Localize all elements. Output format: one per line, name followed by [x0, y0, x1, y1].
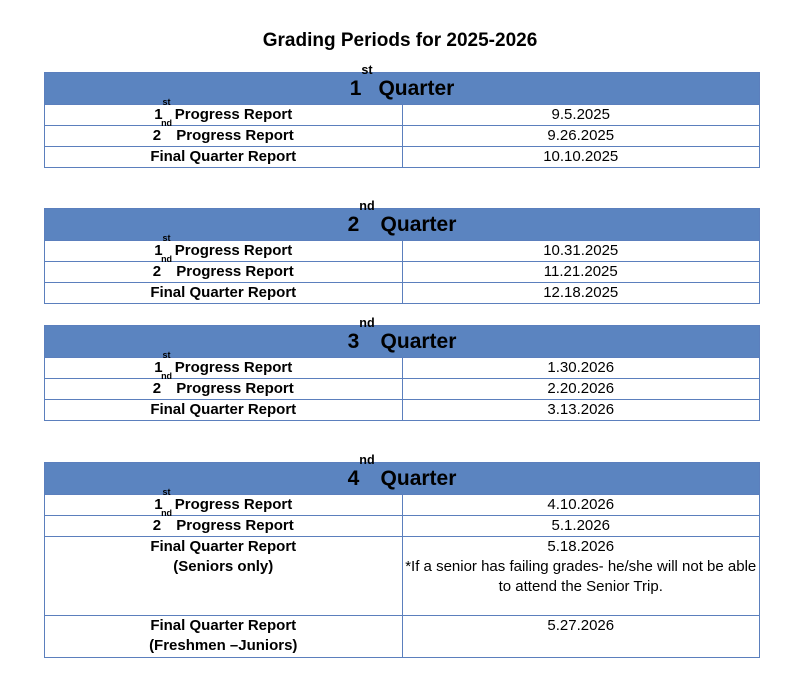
page-title: Grading Periods for 2025-2026 [262, 30, 538, 51]
table-row [45, 241, 760, 262]
row-label: Final Quarter Report [45, 283, 403, 304]
row-label: 2nd Progress Report [45, 379, 403, 400]
table-row [45, 147, 760, 168]
table-row [45, 358, 760, 379]
row-date: 5.1.2026 [402, 516, 760, 537]
row-date: 10.10.2025 [402, 147, 760, 168]
table-row [45, 400, 760, 421]
table-row [45, 126, 760, 147]
table-row [45, 537, 760, 616]
row-label: 2nd Progress Report [45, 516, 403, 537]
row-label: 1st Progress Report [45, 495, 403, 516]
row-label: 1st Progress Report [45, 358, 403, 379]
row-date: 10.31.2025 [402, 241, 760, 262]
row-label: 2nd Progress Report [45, 126, 403, 147]
quarter-2-table [44, 199, 760, 304]
quarter-4-table [44, 453, 760, 658]
row-date: 5.27.2026 [402, 616, 760, 658]
row-label: Final Quarter Report [45, 400, 403, 421]
row-date: 4.10.2026 [402, 495, 760, 516]
row-date [402, 537, 760, 616]
table-row [45, 616, 760, 658]
row-date: 9.5.2025 [402, 105, 760, 126]
quarter-2-header: 2nd Quarter [45, 209, 760, 241]
row-label: Final Quarter Report [45, 147, 403, 168]
row-label: Final Quarter Report (Freshmen –Juniors) [45, 616, 403, 658]
table-row [45, 516, 760, 537]
row-label: 1st Progress Report [45, 105, 403, 126]
quarter-4-header: 4nd Quarter [45, 463, 760, 495]
row-date: 11.21.2025 [402, 262, 760, 283]
row-date: 3.13.2026 [402, 400, 760, 421]
row-date: 9.26.2025 [402, 126, 760, 147]
row-label: 2nd Progress Report [45, 262, 403, 283]
table-row [45, 379, 760, 400]
row-label: Final Quarter Report (Seniors only) [45, 537, 403, 616]
senior-note: *If a senior has failing grades- he/she will not be able to attend the Senior Trip. [405, 558, 757, 595]
quarter-1-header: 1st Quarter [45, 73, 760, 105]
quarter-3-table [44, 316, 760, 421]
table-row [45, 495, 760, 516]
quarter-1-table [44, 63, 760, 168]
table-row [45, 105, 760, 126]
quarter-3-header: 3nd Quarter [45, 326, 760, 358]
row-date: 2.20.2026 [402, 379, 760, 400]
table-row [45, 283, 760, 304]
table-row [45, 262, 760, 283]
row-date: 1.30.2026 [402, 358, 760, 379]
date-value: 5.18.2026 [547, 538, 615, 555]
row-label: 1st Progress Report [45, 241, 403, 262]
row-date: 12.18.2025 [402, 283, 760, 304]
